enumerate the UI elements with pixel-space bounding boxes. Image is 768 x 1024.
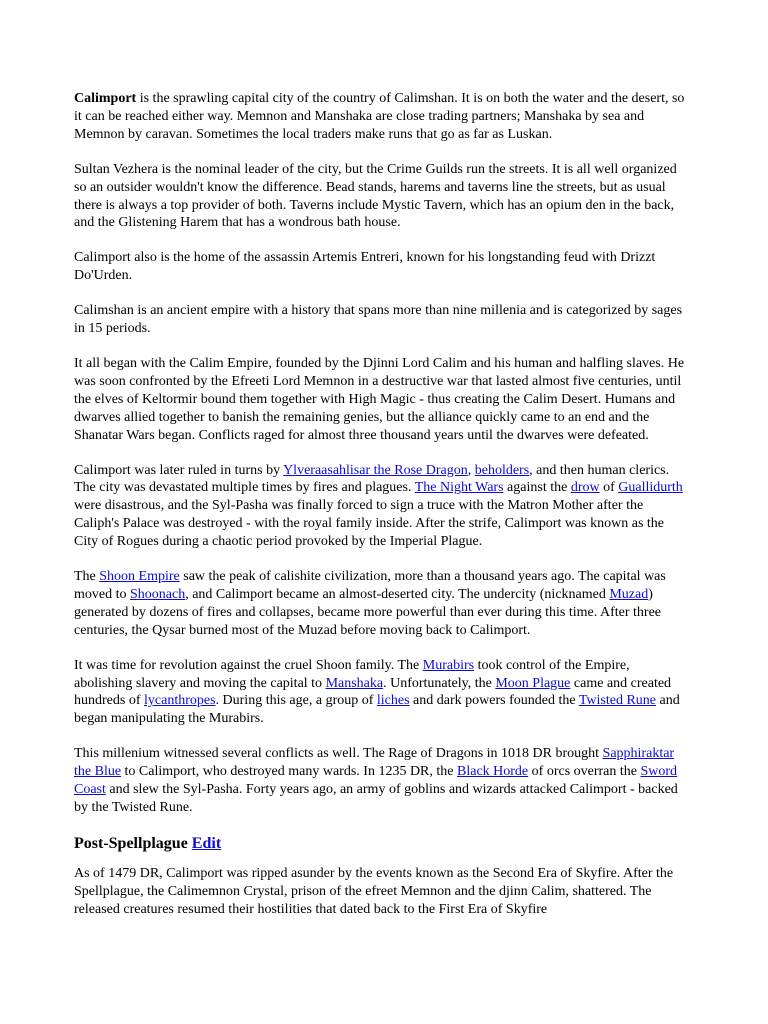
link-sword-coast[interactable]: Sword Coast [74,764,678,798]
link-twisted-rune[interactable]: Twisted Rune [578,693,656,709]
paragraph-intro: Calimport is the sprawling capital city of the country of Calimshan. It is on both the water and the desert, so it can be reached either way. Memnon and Manshaka are close trading partners; Manshaka by sea and Memnon by caravan. Sometimes the local traders make runs that go as far as Luskan. [74,91,685,142]
edit-section-link[interactable]: Edit [191,834,222,852]
link-black-horde[interactable]: Black Horde [457,764,529,780]
link-night-wars[interactable]: The Night Wars [414,480,504,496]
link-shoonach[interactable]: Shoonach [130,586,186,602]
link-ylveraasahlisar[interactable]: Ylveraasahlisar the Rose Dragon [283,462,468,478]
paragraph-calim-empire: It all began with the Calim Empire, founded by the Djinni Lord Calim and his human and halfling slaves. He was soon confronted by the Efreeti Lord Memnon in a destructive war that lasted almost five centuries, until the elves of Keltormir bound them together with High Magic - thus creating the Calim Desert. Humans and dwarves allied together to banish the remaining genies, but the alliance quickly came to an end and the Shanatar Wars began. Conflicts raged for almost three thousand years until the dwarves were defeated. [74,355,685,443]
paragraph-shoon-empire: The Shoon Empire saw the peak of calishite civilization, more than a thousand years ago. The capital was moved to Shoonach, and Calimport became an almost-deserted city. The undercity (nicknamed Muzad) generated by dozens of fires and collapses, became more powerful than ever during this time. After three centuries, the Qysar burned most of the Muzad before moving back to Calimport. [74,569,666,638]
paragraph-entreri: Calimport also is the home of the assassin Artemis Entreri, known for his longstanding feud with Drizzt Do'Urden. [74,250,656,284]
paragraph-leadership: Sultan Vezhera is the nominal leader of the city, but the Crime Guilds run the streets. It is all well organized so an outsider wouldn't know the difference. Bead stands, harems and taverns line the streets, but as usual there is always a top provider of both. Taverns include Mystic Tavern, which has an opium den in the back, and the Glistening Harem that has a wondrous bath house. [74,161,677,231]
link-manshaka[interactable]: Manshaka [325,675,384,691]
article-subject: Calimport [74,91,137,106]
link-shoon-empire[interactable]: Shoon Empire [99,569,180,585]
link-sapphiraktar[interactable]: Sapphiraktar the Blue [74,746,675,780]
paragraph-later-rule: Calimport was later ruled in turns by Ylveraasahlisar the Rose Dragon, beholders, and then human clerics. The city was devastated multiple times by fires and plagues. The Night Wars against the drow of Guallidurth were disastrous, and the Syl-Pasha was finally forced to sign a truce with the Matron Mother after the Caliph's Palace was destroyed - with the royal family inside. After the strife, Calimport was known as the City of Rogues during a chaotic period provoked by the Imperial Plague. [74,462,683,550]
link-lycanthropes[interactable]: lycanthropes [144,693,216,709]
link-liches[interactable]: liches [376,693,410,709]
link-murabirs[interactable]: Murabirs [422,657,475,673]
paragraph-history-intro: Calimshan is an ancient empire with a history that spans more than nine millenia and is categorized by sages in 15 periods. [74,303,683,337]
link-moon-plague[interactable]: Moon Plague [495,675,571,691]
paragraph-revolution: It was time for revolution against the cruel Shoon family. The Murabirs took control of the Empire, abolishing slavery and moving the capital to Manshaka. Unfortunately, the Moon Plague came and created hundreds of lycanthropes. During this age, a group of liches and dark powers founded the Twisted Rune and began manipulating the Murabirs. [74,657,680,727]
section-heading-post-spellplague: Post-Spellplague Edit [74,834,222,852]
paragraph-post-spellplague: As of 1479 DR, Calimport was ripped asunder by the events known as the Second Era of Skyfire. After the Spellplague, the Calimemnon Crystal, prison of the efreet Memnon and the djinn Calim, shattered. The released creatures resumed their hostilities that dated back to the First Era of Skyfire [74,865,674,917]
link-beholders[interactable]: beholders [474,462,530,478]
link-muzad[interactable]: Muzad [609,586,649,602]
link-drow[interactable]: drow [570,480,600,496]
link-guallidurth[interactable]: Guallidurth [618,480,683,496]
paragraph-millenium-conflicts: This millenium witnessed several conflicts as well. The Rage of Dragons in 1018 DR brought Sapphiraktar the Blue to Calimport, who destroyed many wards. In 1235 DR, the Black Horde of orcs overran the Sword Coast and slew the Syl-Pasha. Forty years ago, an army of goblins and wizards attacked Calimport - backed by the Twisted Rune. [74,746,678,815]
article-body [74,90,690,936]
